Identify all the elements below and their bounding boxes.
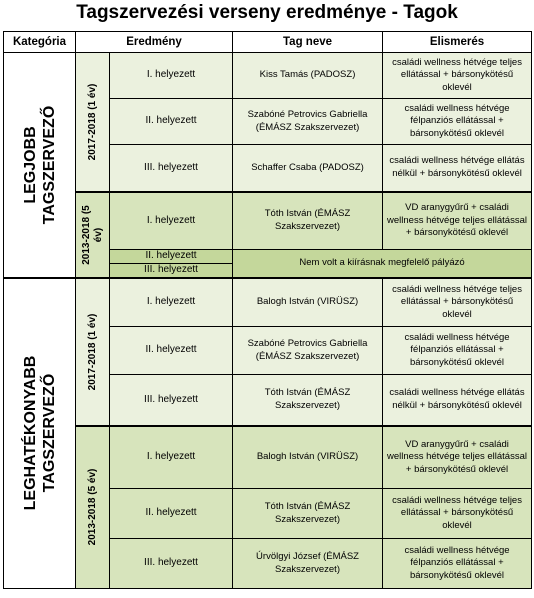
header-row [4, 32, 532, 53]
table-row [4, 192, 532, 250]
rank-cell: III. helyezett [110, 375, 233, 426]
member-cell: Tóth István (ÉMÁSZ Szakszervezet) [233, 192, 383, 250]
header-result: Eredmény [76, 32, 233, 53]
rank-cell: I. helyezett [110, 278, 233, 327]
period-cell [76, 192, 110, 278]
period-label: 2017-2018 (1 év) [86, 313, 98, 390]
header-member: Tag neve [233, 32, 383, 53]
category-label: LEGHATÉKONYABB TAGSZERVEZŐ [21, 355, 58, 511]
period-cell [76, 53, 110, 192]
table-row [4, 278, 532, 327]
rank-cell: III. helyezett [110, 264, 233, 278]
period-cell [76, 426, 110, 589]
member-cell: Kiss Tamás (PADOSZ) [233, 53, 383, 99]
award-cell: VD aranygyűrű + családi wellness hétvége teljes ellátással + bársonykötésű oklevél [383, 192, 532, 250]
category-cell [4, 278, 76, 589]
rank-cell: II. helyezett [110, 250, 233, 264]
header-award: Elismerés [383, 32, 532, 53]
member-cell: Úrvölgyi József (ÉMÁSZ Szakszervezet) [233, 539, 383, 589]
rank-cell: II. helyezett [110, 99, 233, 145]
rank-cell: II. helyezett [110, 327, 233, 375]
header-category: Kategória [4, 32, 76, 53]
rank-cell: III. helyezett [110, 145, 233, 192]
award-cell: családi wellness hétvége ellátás nélkül + bársonykötésű oklevél [383, 145, 532, 192]
award-cell: családi wellness hétvége félpanziós ellátással + bársonykötésű oklevél [383, 539, 532, 589]
table-row [4, 53, 532, 99]
member-cell: Balogh István (VIRÜSZ) [233, 426, 383, 489]
member-cell: Szabóné Petrovics Gabriella (ÉMÁSZ Szakszervezet) [233, 327, 383, 375]
rank-cell: I. helyezett [110, 53, 233, 99]
member-cell: Tóth István (ÉMÁSZ Szakszervezet) [233, 375, 383, 426]
member-cell: Balogh István (VIRÜSZ) [233, 278, 383, 327]
award-cell: családi wellness hétvége teljes ellátással + bársonykötésű oklevél [383, 489, 532, 539]
period-label: 2013-2018 (5 év) [80, 204, 104, 265]
category-label: LEGJOBB TAGSZERVEZŐ [21, 105, 58, 225]
award-cell: családi wellness hétvége félpanziós ellátással + bársonykötésű oklevél [383, 327, 532, 375]
table-row [4, 426, 532, 489]
member-cell: Schaffer Csaba (PADOSZ) [233, 145, 383, 192]
award-cell: családi wellness hétvége ellátás nélkül + bársonykötésű oklevél [383, 375, 532, 426]
rank-cell: III. helyezett [110, 539, 233, 589]
award-cell: VD aranygyűrű + családi wellness hétvége teljes ellátással + bársonykötésű oklevél [383, 426, 532, 489]
period-label: 2017-2018 (1 év) [86, 83, 98, 161]
rank-cell: I. helyezett [110, 426, 233, 489]
category-cell [4, 53, 76, 278]
period-cell [76, 278, 110, 426]
page-title: Tagszervezési verseny eredménye - Tagok [76, 2, 458, 23]
rank-cell: I. helyezett [110, 192, 233, 250]
no-applicant-note: Nem volt a kiírásnak megfelelő pályázó [233, 250, 532, 278]
member-cell: Szabóné Petrovics Gabriella (ÉMÁSZ Szakszervezet) [233, 99, 383, 145]
award-cell: családi wellness hétvége teljes ellátással + bársonykötésű oklevél [383, 278, 532, 327]
award-cell: családi wellness hétvége félpanziós ellátással + bársonykötésű oklevél [383, 99, 532, 145]
period-label: 2013-2018 (5 év) [86, 468, 98, 546]
member-cell: Tóth István (ÉMÁSZ Szakszervezet) [233, 489, 383, 539]
award-cell: családi wellness hétvége teljes ellátással + bársonykötésű oklevél [383, 53, 532, 99]
results-table [3, 31, 532, 589]
rank-cell: II. helyezett [110, 489, 233, 539]
